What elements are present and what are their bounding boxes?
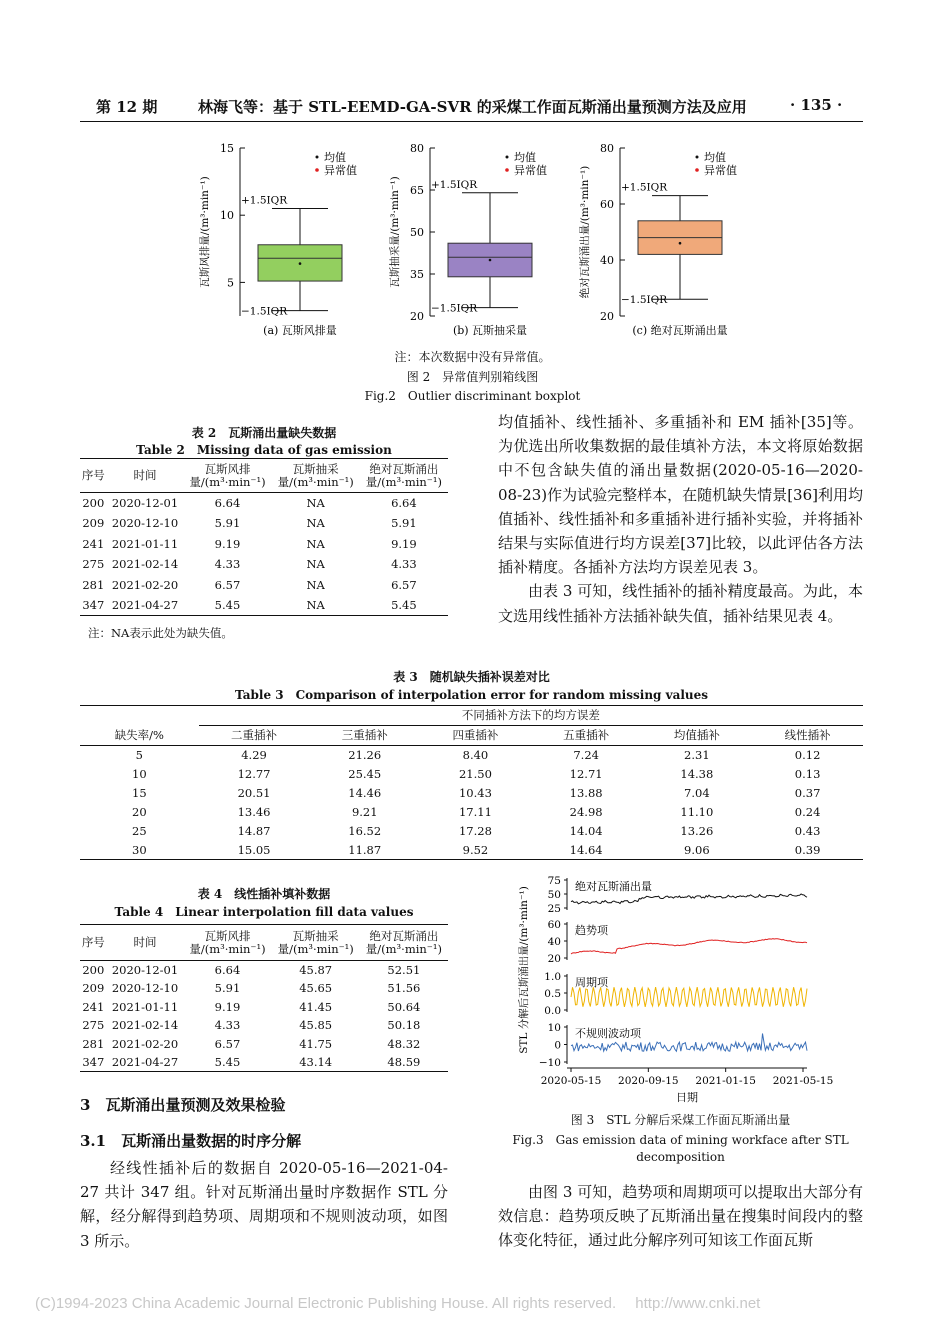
y-tick-label: 80 [410,142,424,155]
legend-mean-label: 均值 [324,151,346,164]
boxplot-panel [388,142,547,337]
x-axis-label: 日期 [676,1091,698,1104]
panel-y-tick-label: 0.5 [544,988,561,1000]
mean-point [299,262,302,265]
panel-caption: (c) 绝对瓦斯涌出量 [632,324,728,337]
table2-cell: NA [306,536,325,551]
table2-cell: NA [306,496,325,510]
para-right-2: 由表 3 可知，线性插补的插补精度最高。为此，本文选用线性插补方法插补缺失值，插补结果见表 4。 [498,582,863,625]
paragraph-stl-analysis: 由图 3 可知，趋势项和周期项可以提取出大部分有效信息：趋势项反映了瓦斯涌出量在搜集时间段内的整体变化特征，通过此分解序列可知该工作面瓦斯 [498,1183,863,1250]
table4-cell: 2021-02-14 [111,1018,179,1033]
t2-h-ventilation: 瓦斯风排 量/(m³·min⁻¹) [189,461,266,489]
table2-cell: 5.45 [391,598,417,612]
table3-cell: 9.06 [684,842,710,857]
table4-cell: 9.19 [214,999,241,1014]
table2-cell: 9.19 [391,536,417,551]
table2-cell: 2021-02-14 [111,557,179,572]
running-title: 林海飞等：基于 STL-EEMD-GA-SVR 的采煤工作面瓦斯涌出量预测方法及应用 [198,98,747,116]
table3-cell: 14.04 [569,824,603,838]
fig3-caption-cn: 图 3 STL 分解后采煤工作面瓦斯涌出量 [570,1113,791,1127]
stl-panel [548,875,807,915]
y-tick-label: 20 [410,310,424,323]
t4-h-index: 序号 [81,935,105,949]
table2-cell: 2021-04-27 [111,598,179,612]
table4-title-cn: 表 4 线性插补填补数据 [197,887,331,901]
table2-cell: 209 [82,516,105,531]
table-3 [80,705,863,860]
table2-cell: 2021-01-11 [111,536,179,551]
panel-y-tick-label: 75 [547,875,561,887]
table3-cell: 7.24 [573,748,599,763]
table3-cell: 16.52 [348,824,382,838]
t2-h-index: 序号 [81,468,105,482]
table4-cell: 2020-12-10 [111,981,179,996]
x-tick-label: 2020-05-15 [540,1075,602,1087]
t2-h-time: 时间 [133,468,157,482]
fig3-caption-en-2: decomposition [636,1150,725,1164]
table4-cell: 281 [82,1036,105,1051]
table4-cell: 41.75 [299,1036,333,1051]
table2-cell: 200 [82,496,105,510]
y-axis-label: 瓦斯风排量/(m³·min⁻¹) [199,176,211,288]
y-tick-label: 35 [410,268,424,281]
table3-cell: 30 [132,842,147,857]
table4-cell: 2021-01-11 [111,999,179,1014]
panel-y-tick-label: 50 [547,889,561,901]
fig2-caption-en: Fig.2 Outlier discriminant boxplot [364,389,581,403]
panel-caption: (a) 瓦斯风排量 [263,324,337,337]
table3-cell: 25.45 [348,767,382,781]
table4-cell: 241 [82,999,105,1014]
table2-row [80,534,448,555]
copyright-footer: (C)1994-2023 China Academic Journal Electronic Publishing House. All rights reserved. http://www.cnki.net [35,1295,761,1312]
table4-cell: 2020-12-01 [111,963,179,977]
page-number: · 135 · [790,96,843,114]
table2-cell: 275 [82,557,105,572]
table4-cell: 6.64 [214,963,241,977]
table4-cell: 50.64 [387,999,421,1014]
fig2-note: 注：本次数据中没有异常值。 [394,350,551,364]
table3-cell: 10 [132,767,147,781]
table3-cell: 20.51 [237,786,271,800]
lower-iqr-label: −1.5IQR [241,305,288,318]
table3-cell: 15.05 [237,842,271,857]
fig2-caption-cn: 图 2 异常值判别箱线图 [406,370,539,384]
t2-h-absolute: 绝对瓦斯涌出 量/(m³·min⁻¹) [365,461,442,489]
table3-header-cell: 四重插补 [452,728,499,742]
table3-row [80,784,863,803]
lower-iqr-label: −1.5IQR [621,294,668,307]
section-3-1-heading: 3.1 瓦斯涌出量数据的时序分解 [80,1132,302,1150]
table2-cell: 4.33 [391,557,417,572]
table4-row [80,1016,448,1035]
table3-cell: 12.77 [237,767,271,781]
stl-panel [544,971,807,1017]
issue-number: 第 12 期 [96,98,158,116]
table4-row [80,998,448,1017]
table4-cell: 2021-02-20 [111,1036,179,1051]
legend-mean-label: 均值 [514,151,536,164]
table4-cell: 48.32 [387,1036,421,1051]
table2-title-cn: 表 2 瓦斯涌出量缺失数据 [191,426,337,440]
table3-row [80,841,863,860]
panel-caption: (b) 瓦斯抽采量 [452,324,528,337]
table3-header-cell: 均值插补 [673,728,720,742]
y-tick-label: 40 [600,254,614,267]
table2-cell: NA [306,557,325,572]
table4-row [80,961,448,980]
table3-cell: 0.12 [794,748,821,763]
table2-row [80,513,448,534]
table-2 [80,458,448,616]
table4-cell: 51.56 [387,981,421,996]
section-3-1-paragraph: 经线性插补后的数据自 2020-05-16—2021-04-27 共计 347 组。针对瓦斯涌出量时序数据作 STL 分解，经分解得到趋势项、周期项和不规则波动项，如图 3 所示。 [80,1159,448,1250]
table4-cell: 5.45 [214,1055,241,1069]
panel-label: 周期项 [575,976,608,989]
panel-y-tick-label: 0 [554,1039,561,1052]
table3-cell: 24.98 [569,805,603,819]
table3-row [80,803,863,822]
table3-header-cell: 缺失率/% [114,727,164,742]
y-tick-label: 80 [600,142,614,155]
table3-cell: 0.37 [794,786,821,800]
table2-cell: 5.91 [391,516,417,531]
table3-cell: 17.11 [458,805,492,819]
upper-iqr-label: +1.5IQR [621,181,668,194]
table4-cell: 45.65 [299,981,333,996]
panel-label: 趋势项 [575,924,608,937]
table3-cell: 13.88 [569,786,603,800]
figure-2-boxplots [190,138,750,343]
t3-header-row [80,726,863,746]
table3-cell: 11.10 [680,805,714,819]
boxplot-panel [578,142,737,337]
panel-y-tick-label: 40 [547,936,561,948]
table4-cell: 45.85 [299,1018,333,1033]
table4-cell: 200 [82,963,105,977]
table3-cell: 14.46 [348,786,382,800]
t4-h-ventilation: 瓦斯风排 量/(m³·min⁻¹) [189,928,266,956]
panel-y-tick-label: 25 [547,903,561,915]
y-axis-label: 绝对瓦斯涌出量/(m³·min⁻¹) [579,165,591,299]
series-line [571,987,807,1007]
table3-row [80,822,863,841]
table3-header-cell: 三重插补 [341,728,388,742]
legend-outlier-label: 异常值 [704,164,737,177]
table2-cell: 241 [82,536,105,551]
table3-cell: 5 [135,748,143,763]
table3-cell: 4.29 [241,748,267,763]
table4-cell: 2021-04-27 [111,1055,179,1069]
table2-body [80,493,448,616]
table3-cell: 10.43 [458,786,492,800]
table4-row [80,979,448,998]
table4-row [80,1035,448,1054]
y-tick-label: 20 [600,310,614,323]
section-3-heading: 3 瓦斯涌出量预测及效果检验 [80,1096,286,1114]
table2-cell: 6.64 [214,496,241,510]
table3-cell: 14.87 [237,824,271,838]
panel-y-tick-label: −10 [538,1057,561,1069]
table3-header-cell: 五重插补 [563,728,610,742]
table3-cell: 9.52 [462,842,489,857]
y-tick-label: 50 [410,226,424,239]
table2-cell: 5.45 [214,598,241,612]
y-tick-label: 65 [410,184,424,197]
upper-iqr-label: +1.5IQR [241,194,288,207]
panel-label: 绝对瓦斯涌出量 [575,880,652,893]
table3-cell: 7.04 [684,786,710,800]
table3-cell: 20 [132,805,147,819]
table4-cell: 50.18 [387,1018,421,1033]
table2-cell: 6.57 [214,577,241,592]
table3-row [80,765,863,784]
panel-y-tick-label: 10 [547,1022,561,1034]
legend-outlier-label: 异常值 [514,164,547,177]
table-4 [80,924,448,1072]
table3-body [80,746,863,860]
table4-cell: 41.45 [299,999,333,1014]
legend-outlier-marker [315,168,319,172]
stl-panel [539,1022,807,1069]
lower-iqr-label: −1.5IQR [431,302,478,315]
table4-cell: 6.57 [214,1036,241,1051]
table3-cell: 21.50 [458,767,492,781]
table2-cell: 347 [82,598,105,612]
table3-cell: 13.46 [237,805,271,819]
table2-note: 注：NA表示此处为缺失值。 [88,626,233,640]
table4-cell: 43.14 [299,1055,333,1069]
table2-cell: 2021-02-20 [111,577,179,592]
table3-cell: 9.21 [351,805,378,819]
table4-cell: 45.87 [299,963,333,977]
table2-cell: NA [306,598,325,612]
table4-title-en: Table 4 Linear interpolation fill data values [114,905,414,919]
table2-cell: 9.19 [214,536,241,551]
table3-row [80,746,863,765]
y-tick-label: 60 [600,198,614,211]
table3-header-cell: 二重插补 [231,728,278,742]
panel-label: 不规则波动项 [575,1027,641,1040]
para-right-1: 均值插补、线性插补、多重插补和 EM 插补[35]等。为优选出所收集数据的最佳填补方法，本文将原始数据中不包含缺失值的涌出量数据(2020-05-16—2020-08-23)作为试验完整样本，在随机缺失情景[36]利用均值插补、线性插补和多重插补进行插补实验，并将插补结果与实际值进行均方误差[37]比较，以此评估各方法插补精度。各插补方法均方误差见表 3。 [498,413,863,577]
legend-outlier-marker [505,168,509,172]
legend-mean-label: 均值 [704,151,726,164]
y-axis-label: STL 分解后瓦斯涌出量/(m³·min⁻¹) [518,886,530,1054]
legend-outlier-marker [695,168,699,172]
y-tick-label: 15 [220,142,234,155]
table4-body [80,961,448,1072]
table3-cell: 13.26 [680,824,714,838]
x-tick-label: 2021-05-15 [772,1075,834,1087]
table3-cell: 0.43 [794,824,821,838]
table2-row [80,595,448,616]
table2-cell: 6.64 [391,496,417,510]
x-tick-label: 2021-01-15 [695,1075,756,1087]
legend-mean-marker [316,156,319,159]
fig3-caption-en-1: Fig.3 Gas emission data of mining workface after STL [512,1133,849,1147]
table2-cell: 5.91 [214,516,241,531]
boxplot-panel [198,142,357,337]
table3-cell: 15 [132,786,147,800]
table3-cell: 0.13 [794,767,821,781]
t2-h-drainage: 瓦斯抽采 量/(m³·min⁻¹) [277,461,354,489]
table2-cell: NA [306,577,325,592]
y-tick-label: 5 [227,276,234,290]
table2-cell: 4.33 [214,557,241,572]
mean-point [679,242,682,245]
table3-title-en: Table 3 Comparison of interpolation error for random missing values [234,688,709,702]
header-rule [80,121,863,122]
table4-cell: 209 [82,981,105,996]
panel-y-tick-label: 20 [547,953,561,965]
table3-cell: 8.40 [462,748,489,763]
x-tick-label: 2020-09-15 [618,1075,679,1087]
table3-cell: 0.24 [794,805,821,819]
table2-cell: 2020-12-10 [111,516,179,531]
series-line [571,939,807,954]
table2-row [80,575,448,596]
upper-iqr-label: +1.5IQR [431,178,478,191]
paragraph-interpolation [498,410,863,628]
table2-row [80,554,448,575]
table2-row [80,493,448,514]
table4-cell: 347 [82,1055,105,1069]
panel-y-tick-label: 1.0 [544,971,561,983]
table2-cell: NA [306,516,325,531]
table3-header-cell: 线性插补 [784,728,831,742]
stl-panel [548,919,807,965]
table3-cell: 14.38 [680,767,714,781]
table3-cell: 2.31 [684,748,710,763]
panel-y-tick-label: 0.0 [544,1005,561,1017]
table2-title-en: Table 2 Missing data of gas emission [136,443,392,457]
t3-group-header: 不同插补方法下的均方误差 [199,706,863,726]
series-line [571,894,807,904]
table2-cell: 281 [82,577,105,592]
table3-cell: 0.39 [794,842,821,857]
table4-cell: 48.59 [387,1055,421,1069]
mean-point [489,259,492,262]
table3-cell: 21.26 [348,748,382,763]
table4-cell: 5.91 [214,981,241,996]
table2-cell: 2020-12-01 [111,496,179,510]
table3-cell: 17.28 [458,824,492,838]
table4-row [80,1053,448,1072]
table3-cell: 25 [132,824,147,838]
table3-cell: 11.87 [348,842,382,857]
table3-cell: 12.71 [569,767,603,781]
y-axis-label: 瓦斯抽采量/(m³·min⁻¹) [389,176,401,288]
legend-mean-marker [506,156,509,159]
panel-y-tick-label: 60 [547,919,561,931]
table3-title-cn: 表 3 随机缺失插补误差对比 [393,670,550,684]
table4-cell: 4.33 [214,1018,241,1033]
legend-outlier-label: 异常值 [324,164,357,177]
t4-h-time: 时间 [133,935,157,949]
y-tick-label: 10 [220,209,234,223]
table4-cell: 52.51 [387,963,421,977]
t4-h-absolute: 绝对瓦斯涌出 量/(m³·min⁻¹) [365,928,442,956]
table2-cell: 6.57 [391,577,417,592]
table4-cell: 275 [82,1018,105,1033]
figure-3-stl [505,870,850,1110]
table3-cell: 14.64 [569,842,603,857]
legend-mean-marker [696,156,699,159]
t4-h-drainage: 瓦斯抽采 量/(m³·min⁻¹) [277,928,354,956]
